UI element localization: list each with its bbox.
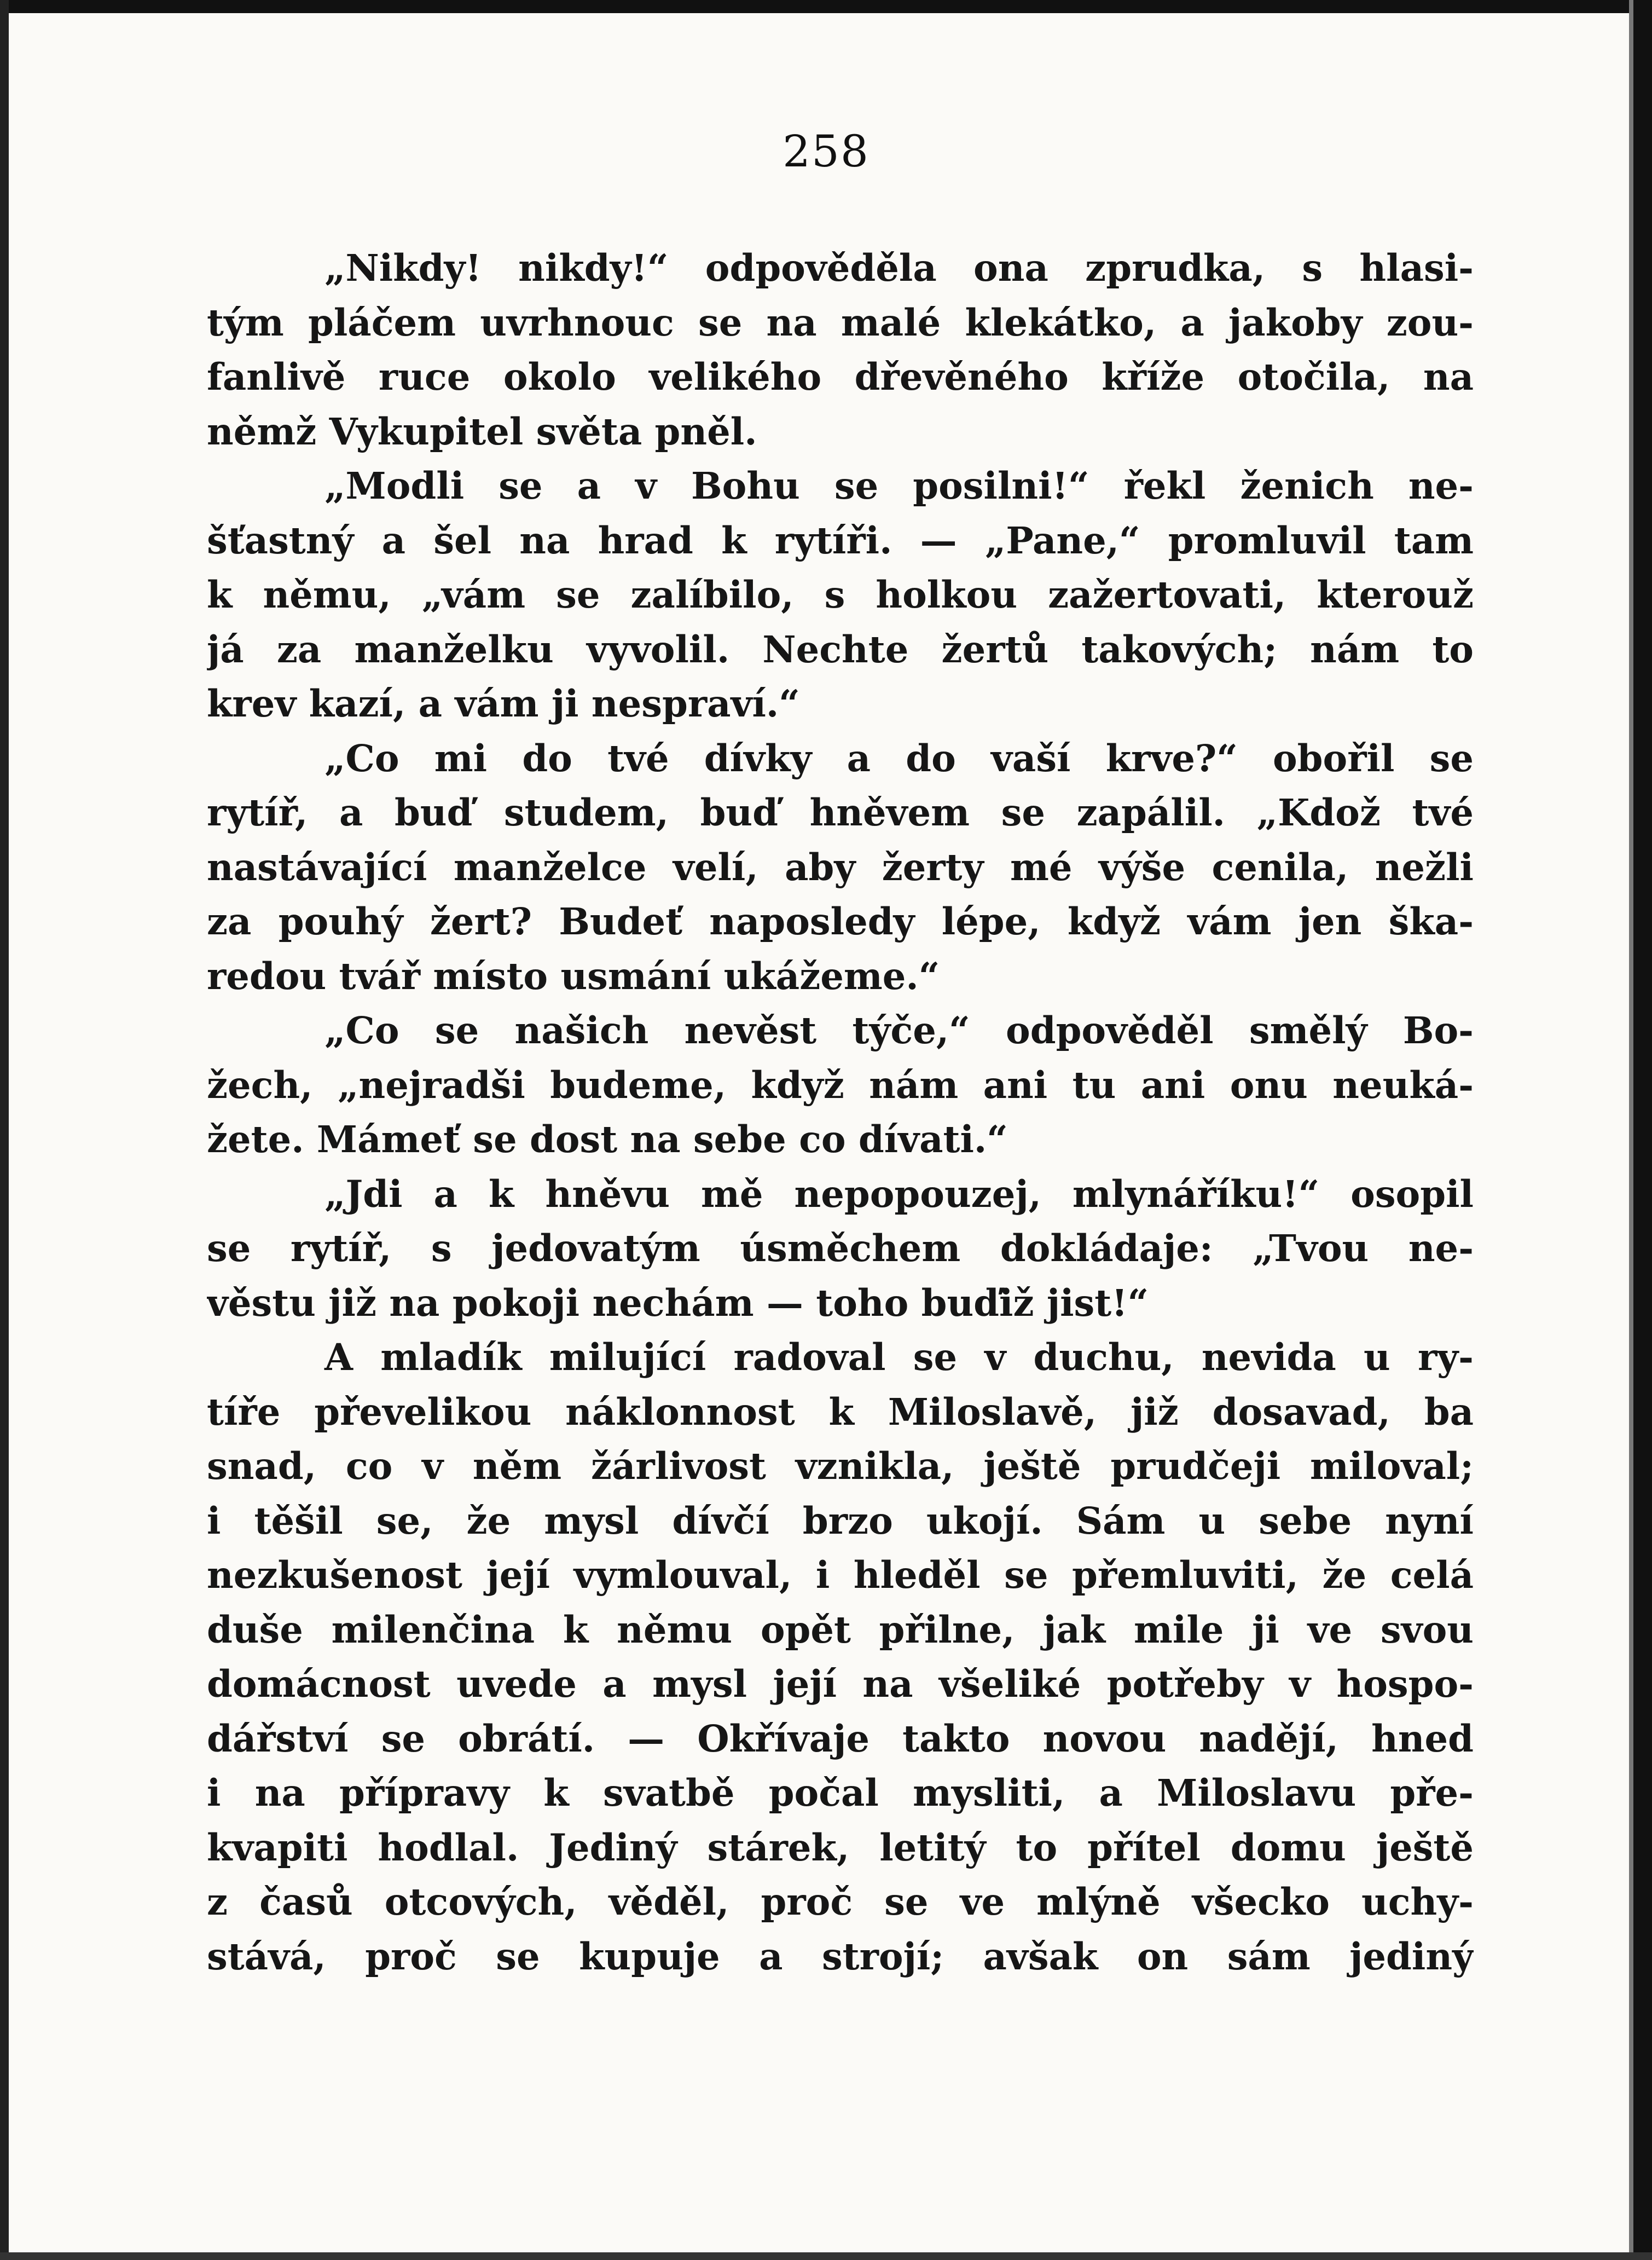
text-line: tíře převelikou náklonnost k Miloslavě, již dosavad, ba (207, 1390, 1474, 1434)
scan-border-right-inner (1629, 0, 1633, 2260)
text-line: šťastný a šel na hrad k rytíři. — „Pane,“ promluvil tam (207, 518, 1474, 562)
text-line: dářství se obrátí. — Okřívaje takto novou nadějí, hned (207, 1716, 1474, 1760)
text-line: žete. Mámeť se dost na sebe co dívati.“ (207, 1118, 1008, 1161)
scan-border-top (0, 0, 1652, 13)
text-line: „Jdi a k hněvu mě nepopouzej, mlynáříku!“ osopil (324, 1172, 1474, 1216)
text-line: za pouhý žert? Budeť naposledy lépe, když vám jen ška- (207, 900, 1474, 943)
text-line: kvapiti hodlal. Jediný stárek, letitý to přítel domu ještě (207, 1825, 1474, 1869)
text-line: A mladík milující radoval se v duchu, nevida u ry- (324, 1336, 1474, 1379)
text-line: snad, co v něm žárlivost vznikla, ještě prudčeji miloval; (207, 1444, 1474, 1488)
text-line: stává, proč se kupuje a strojí; avšak on sám jediný (207, 1934, 1474, 1978)
text-line: nastávající manželce velí, aby žerty mé výše cenila, nežli (207, 845, 1474, 889)
body-text (207, 241, 1474, 1984)
text-line: rytíř, a buď studem, buď hněvem se zapálil. „Kdož tvé (207, 791, 1474, 834)
text-line: němž Vykupitel světa pněl. (207, 409, 757, 453)
text-line: „Co mi do tvé dívky a do vaší krve?“ obořil se (324, 736, 1474, 780)
text-line: k němu, „vám se zalíbilo, s holkou zažertovati, kterouž (207, 573, 1474, 616)
text-line: krev kazí, a vám ji nespraví.“ (207, 682, 800, 725)
text-line: domácnost uvede a mysl její na všeliké potřeby v hospo- (207, 1662, 1474, 1706)
text-line: duše milenčina k němu opět přilne, jak mile ji ve svou (207, 1608, 1474, 1651)
text-line: fanlivě ruce okolo velikého dřevěného kříže otočila, na (207, 355, 1474, 398)
scan-border-bottom (0, 2252, 1652, 2260)
text-line: žech, „nejradši budeme, když nám ani tu ani onu neuká- (207, 1063, 1474, 1107)
text-line: „Co se našich nevěst týče,“ odpověděl smělý Bo- (324, 1009, 1474, 1052)
text-line: i na přípravy k svatbě počal mysliti, a Miloslavu pře- (207, 1771, 1474, 1814)
text-line: z časů otcových, věděl, proč se ve mlýně všecko uchy- (207, 1880, 1474, 1923)
text-line: redou tvář místo usmání ukážeme.“ (207, 954, 940, 998)
scan-border-right (1633, 0, 1652, 2260)
text-line: se rytíř, s jedovatým úsměchem dokládaje: „Tvou ne- (207, 1227, 1474, 1270)
page-number: 258 (782, 126, 870, 177)
text-line: „Nikdy! nikdy!“ odpověděla ona zprudka, s hlasi- (324, 246, 1474, 290)
text-line: nezkušenost její vymlouval, i hleděl se přemluviti, že celá (207, 1553, 1474, 1597)
text-line: i těšil se, že mysl dívčí brzo ukojí. Sám u sebe nyní (207, 1499, 1474, 1542)
text-line: věstu již na pokoji nechám — toho buďiž jist!“ (207, 1281, 1149, 1325)
text-line: „Modli se a v Bohu se posilni!“ řekl ženich ne- (324, 464, 1474, 507)
text-line: tým pláčem uvrhnouc se na malé klekátko, a jakoby zou- (207, 300, 1474, 344)
text-line: já za manželku vyvolil. Nechte žertů takových; nám to (207, 627, 1474, 671)
scan-border-left (0, 0, 9, 2260)
